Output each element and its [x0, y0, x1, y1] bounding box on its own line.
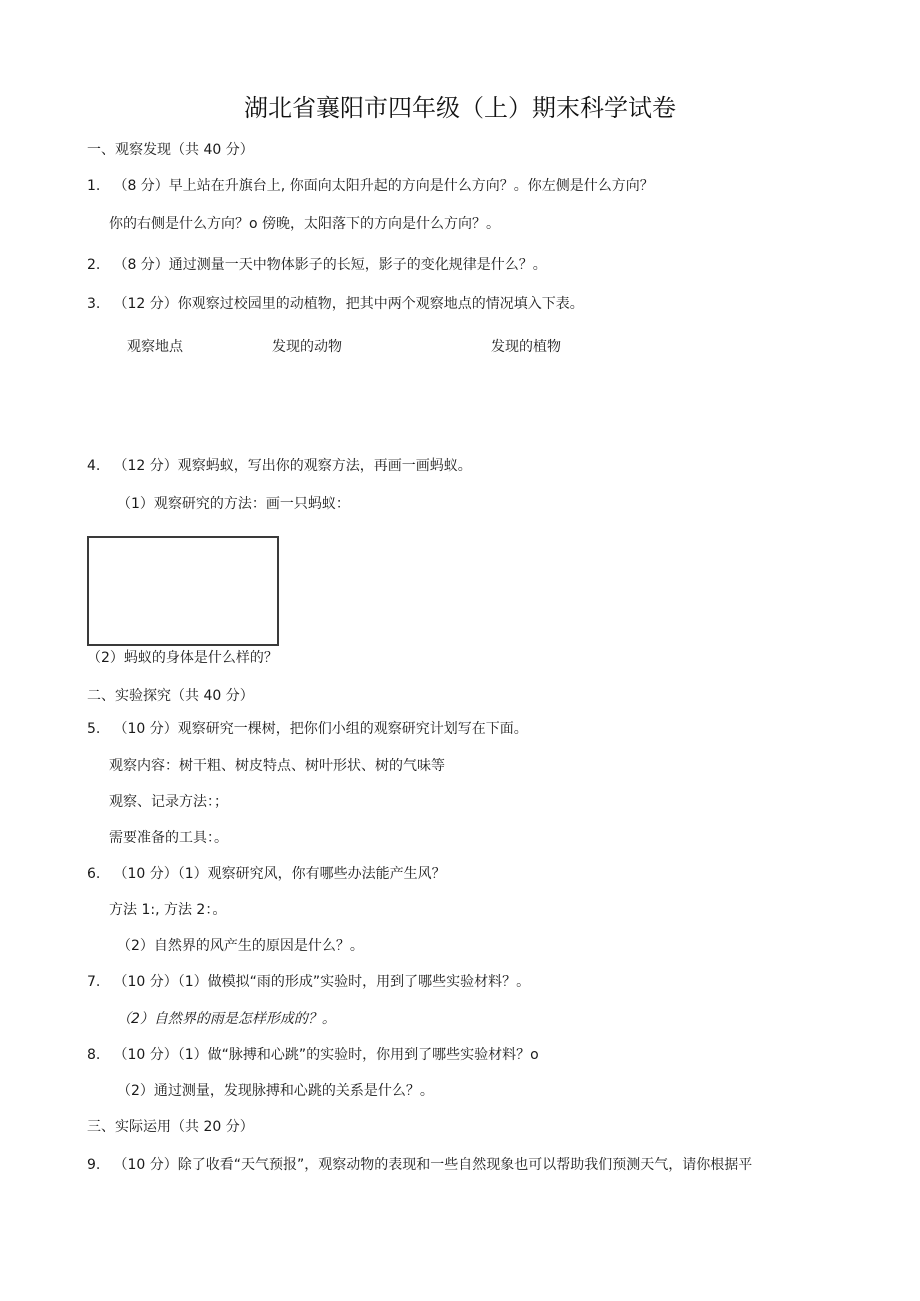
- question-8: [87, 1045, 539, 1065]
- question-4-sub-2: （2）蚂蚁的身体是什么样的？: [87, 650, 278, 666]
- question-text: （10 分）（1）做模拟“雨的形成”实验时，用到了哪些实验材料？。: [113, 974, 531, 990]
- question-number: 1.: [87, 178, 101, 194]
- question-text: （10 分）（1）做“脉搏和心跳”的实验时，你用到了哪些实验材料？o: [113, 1047, 539, 1063]
- question-text: （8 分）早上站在升旗台上, 你面向太阳升起的方向是什么方向？。你左侧是什么方向？: [113, 178, 654, 194]
- question-5-line-1: 观察内容：树干粗、树皮特点、树叶形状、树的气味等: [109, 758, 445, 774]
- question-number: 7.: [87, 974, 101, 990]
- table-header-plants: 发现的植物: [491, 339, 561, 355]
- question-text: （10 分）除了收看“天气预报”，观察动物的表现和一些自然现象也可以帮助我们预测天气，请你根据平: [113, 1157, 753, 1173]
- ant-drawing-box[interactable]: [87, 536, 279, 646]
- question-2: [87, 255, 547, 275]
- question-5-line-2: 观察、记录方法：；: [109, 794, 228, 810]
- question-6-line-1: 方法 1:, 方法 2：。: [109, 902, 227, 918]
- question-1: [87, 176, 654, 196]
- question-number: 9.: [87, 1157, 101, 1173]
- question-text: （10 分）（1）观察研究风，你有哪些办法能产生风？: [113, 866, 446, 882]
- page-title: 湖北省襄阳市四年级（上）期末科学试卷: [244, 94, 676, 122]
- section-heading-1: 一、观察发现（共 40 分）: [87, 142, 254, 158]
- question-4: [87, 456, 472, 476]
- question-8-line-1: （2）通过测量，发现脉搏和心跳的关系是什么？。: [117, 1083, 434, 1099]
- question-text: （10 分）观察研究一棵树，把你们小组的观察研究计划写在下面。: [113, 721, 528, 737]
- question-number: 5.: [87, 721, 101, 737]
- question-5-line-3: 需要准备的工具：。: [109, 830, 228, 846]
- question-text: （12 分）你观察过校园里的动植物，把其中两个观察地点的情况填入下表。: [113, 296, 584, 312]
- question-6: [87, 864, 446, 884]
- question-number: 3.: [87, 296, 101, 312]
- section-heading-2: 二、实验探究（共 40 分）: [87, 688, 254, 704]
- table-header-location: 观察地点: [127, 339, 183, 355]
- question-1-line-2: 你的右侧是什么方向？o 傍晚，太阳落下的方向是什么方向？。: [109, 216, 501, 232]
- question-number: 6.: [87, 866, 101, 882]
- question-text: （8 分）通过测量一天中物体影子的长短，影子的变化规律是什么？。: [113, 257, 547, 273]
- table-header-animals: 发现的动物: [272, 339, 342, 355]
- question-3: [87, 294, 584, 314]
- question-number: 4.: [87, 458, 101, 474]
- section-heading-3: 三、实际运用（共 20 分）: [87, 1119, 254, 1135]
- question-4-sub-1: （1）观察研究的方法：画一只蚂蚁：: [117, 496, 350, 512]
- question-9: [87, 1155, 752, 1175]
- question-6-line-2: （2）自然界的风产生的原因是什么？。: [117, 938, 364, 954]
- question-5: [87, 719, 528, 739]
- question-number: 2.: [87, 257, 101, 273]
- question-text: （12 分）观察蚂蚁，写出你的观察方法，再画一画蚂蚁。: [113, 458, 472, 474]
- question-7: [87, 972, 530, 992]
- question-7-line-1: （2）自然界的雨是怎样形成的？。: [117, 1011, 336, 1027]
- question-number: 8.: [87, 1047, 101, 1063]
